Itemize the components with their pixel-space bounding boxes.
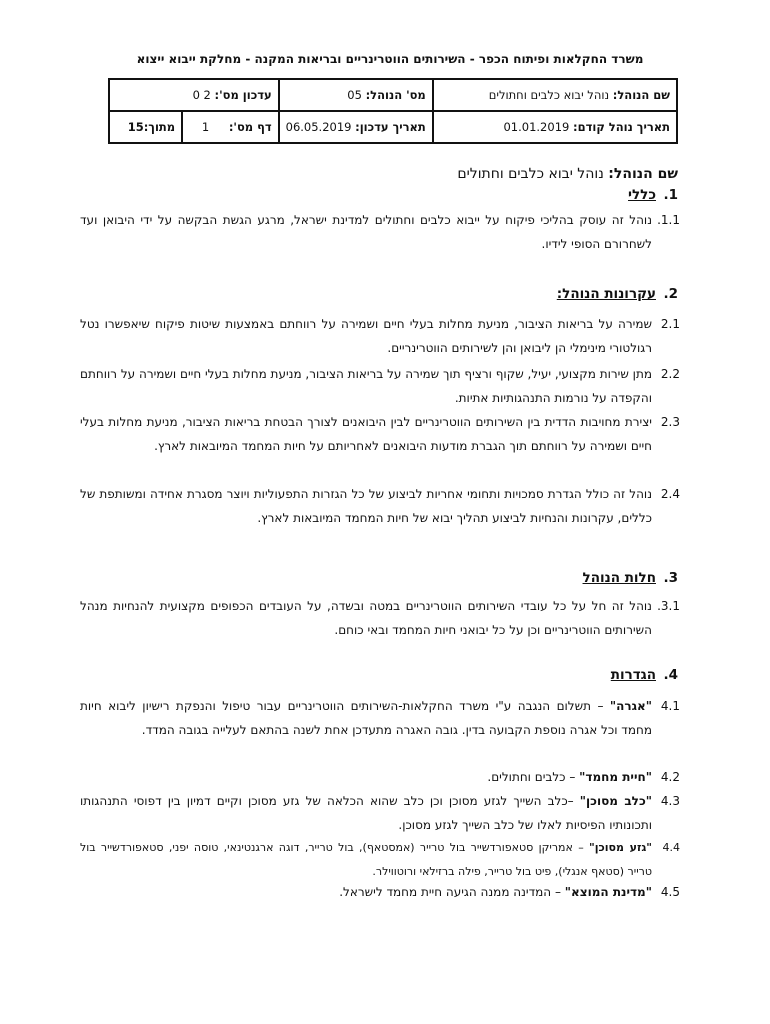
definition-clause [80, 694, 680, 742]
section-title: חלות הנוהל [582, 570, 656, 586]
procedure-number-value: 05 [347, 88, 362, 102]
page-total-label: מתוך: [143, 120, 176, 134]
clause-number: 4.2 [660, 770, 680, 784]
previous-date-label: תאריך נוהל קודם: [573, 120, 670, 134]
page-number-label: דף מס': [228, 120, 272, 134]
section-number: 3. [663, 570, 678, 586]
section-heading [583, 570, 678, 586]
clause-text: נוהל זה עוסק בהליכי פיקוח על ייבוא כלבים וחתולים למדינת ישראל, מרגע הגשת הבקשה על ידי היבואן ועד לשחרורם הסופי לידיו. [80, 213, 652, 251]
clause [80, 594, 680, 642]
page-number-cell [182, 111, 279, 143]
page-total-value: 15 [127, 120, 144, 134]
clause-number: 3.1. [657, 599, 680, 613]
section-heading [628, 187, 678, 203]
definition-clause [80, 765, 680, 789]
procedure-name-cell [433, 79, 677, 111]
clause-text: יצירת מחויבות הדדית בין השירותים הווטרינריים לבין היבואנים לצורך הבטחת בריאות הציבור, מניעת מחלות בעלי חיים ושמירה על רווחתם תוך הגברת מודעות היבואנים לאחריותם על חיות המחמד המיובאות לארץ. [80, 415, 652, 453]
procedure-number-cell [279, 79, 433, 111]
previous-date-value: 01.01.2019 [503, 120, 570, 134]
definition-clause [80, 789, 680, 837]
clause [80, 208, 680, 256]
defined-term: "אגרה" [609, 699, 652, 713]
section-heading [611, 667, 678, 683]
clause-number: 4.5 [660, 885, 680, 899]
clause-text: נוהל זה חל על כל עובדי השירותים הווטרינריים במטה ובשדה, על העובדים הכפופים מקצועית להנחיות מנהל השירותים הווטרינריים וכן על כל יבואני חיות המחמד ובאי כוחם. [80, 599, 652, 637]
defined-term: "חיית מחמד" [579, 770, 652, 784]
clause-number: 2.2 [660, 367, 680, 381]
previous-date-cell [433, 111, 677, 143]
clause-number: 2.1 [660, 317, 680, 331]
clause [80, 482, 680, 530]
page-total-cell [109, 111, 182, 143]
clause-number: 4.4 [662, 841, 680, 854]
clause-number: 4.3 [660, 794, 680, 808]
defined-term: "מדינת המוצא" [564, 885, 652, 899]
definition-text: – המדינה ממנה הגיעה חיית מחמד לישראל. [339, 885, 565, 899]
clause-number: 2.3 [660, 415, 680, 429]
section-number: 1. [663, 187, 678, 203]
definition-text: –כלב השייך לגזע מסוכן וכן כלב שהוא הכלאה של גזע מסוכן וקיים דמיון בין דפוסי התנהגותו ותכונותיו הפיסיות לאלו של כלב השייך לגזע מסוכן. [80, 794, 652, 832]
clause-text: מתן שירות מקצועי, יעיל, שקוף ורציף תוך שמירה על בריאות הציבור, מניעת מחלות בעלי חיים ושמירה על רווחתם והקפדה על נורמות התנהגותיות אתיות. [80, 367, 652, 405]
document-title-label: שם הנוהל: [608, 166, 678, 182]
definition-text: – תשלום הנגבה ע"י משרד החקלאות-השירותים הווטרינריים עבור טיפול והנפקת רישיון ליבוא חיות מחמד וכל אגרה נוספת הקבועה בדין. גובה האגרה מתעדכן אחת לשנה בהתאם לעלייה בגובה המדד. [80, 699, 652, 737]
section-number: 4. [663, 667, 678, 683]
ministry-header: משרד החקלאות ופיתוח הכפר - השירותים הווטרינריים ובריאות המקנה - מחלקת ייבוא ייצוא [136, 52, 644, 66]
update-number-label: עדכון מס': [214, 88, 272, 102]
clause-number: 1.1. [657, 213, 680, 227]
clause [80, 410, 680, 458]
update-number-cell [109, 79, 279, 111]
section-title: הגדרות [610, 667, 656, 683]
document-title-value: נוהל יבוא כלבים וחתולים [457, 166, 604, 182]
update-number-value: 2 0 [192, 88, 211, 102]
clause-number: 2.4 [660, 487, 680, 501]
section-title: עקרונות הנוהל: [556, 286, 656, 302]
section-number: 2. [663, 286, 678, 302]
update-date-cell [279, 111, 433, 143]
definition-text: – כלבים וחתולים. [487, 770, 580, 784]
clause-text: שמירה על בריאות הציבור, מניעת מחלות בעלי חיים ושמירה על רווחתם באמצעות שיטות פיקוח שיאפשרו נטל רגולטורי מינימלי הן ליבואן והן לשירותים הווטרינריים. [80, 317, 652, 355]
clause-number: 4.1 [660, 699, 680, 713]
definition-clause [80, 836, 680, 884]
procedure-number-label: מס' הנוהל: [365, 88, 426, 102]
clause [80, 312, 680, 360]
procedure-header-table [108, 78, 678, 144]
definition-text: – אמריקן סטאפורדשייר בול טרייר (אמסטאף), בול טרייר, דוגה ארגנטינאי, טוסה יפני, סטאפורדשייר בול טרייר (סטאף אנגלי), פיט בול טרייר, פילה ברזילאי ורוטווילר. [80, 841, 652, 878]
procedure-name-value: נוהל יבוא כלבים וחתולים [488, 88, 610, 102]
update-date-value: 06.05.2019 [285, 120, 352, 134]
document-title [457, 166, 678, 182]
page-number-value: 1 [201, 120, 210, 134]
procedure-name-label: שם הנוהל: [612, 88, 670, 102]
clause-text: נוהל זה כולל הגדרת סמכויות ותחומי אחריות לביצוע של כל הגזרות התפעוליות ויוצר מסגרת אחידה ומשותפת של כללים, עקרונות והנחיות לביצוע תהליך יבוא של חיות המחמד המיובאות לארץ. [80, 487, 652, 525]
definition-clause [80, 880, 680, 904]
defined-term: "גזע מסוכן" [589, 841, 652, 854]
update-date-label: תאריך עדכון: [355, 120, 426, 134]
clause [80, 362, 680, 410]
section-title: כללי [628, 187, 656, 203]
section-heading [557, 286, 678, 302]
defined-term: "כלב מסוכן" [579, 794, 652, 808]
